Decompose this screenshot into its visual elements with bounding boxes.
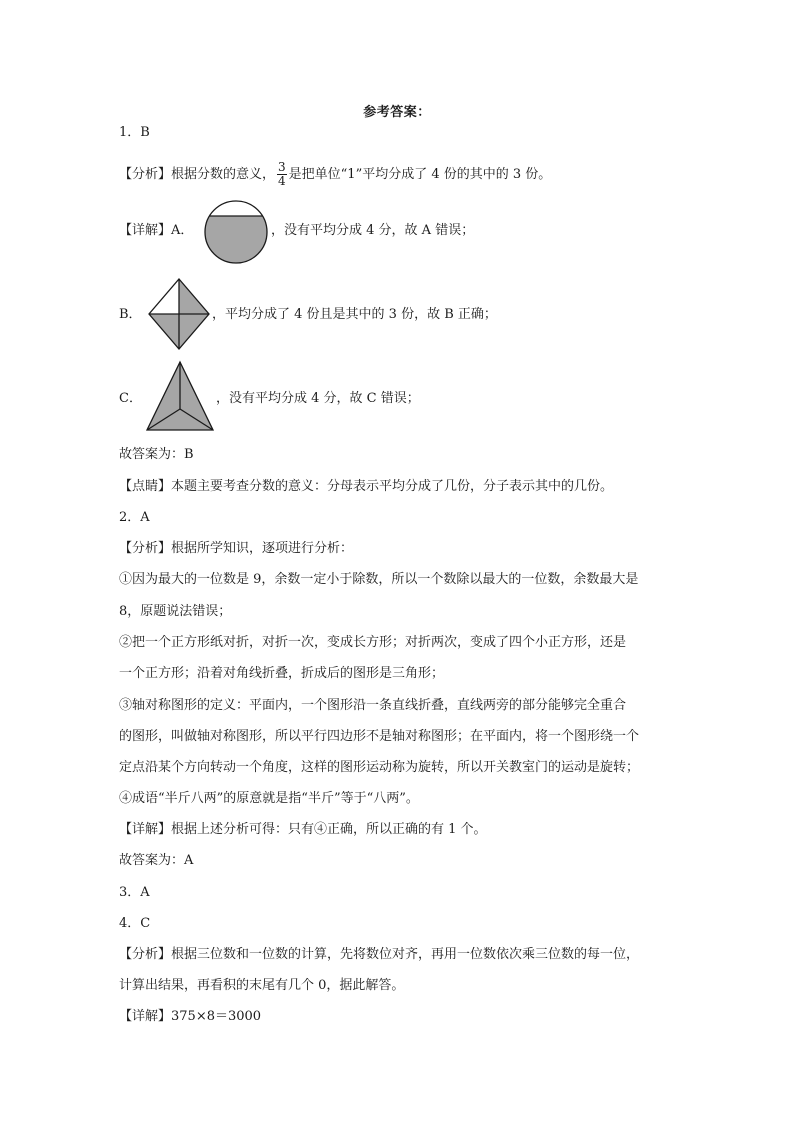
- q1-number: 1．B: [119, 125, 150, 140]
- q2-point-3-line-3: 定点沿某个方向转动一个角度，这样的图形运动称为旋转，所以开关教室门的运动是旋转；: [119, 760, 640, 775]
- q1-comment: 【点睛】本题主要考查分数的意义：分母表示平均分成了几份，分子表示其中的几份。: [119, 479, 614, 494]
- q4-detail: 【详解】375×8＝3000: [119, 1009, 262, 1024]
- q2-number: 2．A: [119, 510, 150, 525]
- q2-point-1-line-2: 8，原题说法错误；: [119, 604, 232, 619]
- fraction-denominator: 4: [278, 174, 286, 188]
- q1-b-text: ，平均分成了 4 份且是其中的 3 份，故 B 正确；: [212, 307, 497, 322]
- page-title: 参考答案：: [363, 105, 431, 120]
- q2-point-4: ④成语“半斤八两”的原意就是指“半斤”等于“八两”。: [119, 791, 419, 806]
- q3-number: 3．A: [119, 885, 150, 900]
- q1-answer: 故答案为：B: [119, 447, 194, 462]
- q2-point-1-line-1: ①因为最大的一位数是 9，余数一定小于除数，所以一个数除以最大的一位数，余数最大是: [119, 572, 639, 587]
- fraction-three-quarters: [277, 161, 287, 188]
- q2-detail: 【详解】根据上述分析可得：只有④正确，所以正确的有 1 个。: [119, 822, 487, 837]
- q1-detail-a-text: ，没有平均分成 4 分，故 A 错误；: [271, 223, 475, 238]
- fraction-numerator: 3: [278, 160, 286, 174]
- q1-analysis-lead: 【分析】根据分数的意义，: [119, 167, 276, 182]
- q2-point-2-line-1: ②把一个正方形纸对折，对折一次，变成长方形；对折两次，变成了四个小正方形，还是: [119, 635, 627, 650]
- q1-c-text: ，没有平均分成 4 分，故 C 错误；: [216, 391, 420, 406]
- circle-shaded-part: [203, 216, 269, 266]
- q2-analysis: 【分析】根据所学知识，逐项进行分析：: [119, 541, 354, 556]
- q1-analysis-tail: 是把单位“1”平均分成了 4 份的其中的 3 份。: [288, 167, 552, 182]
- q4-analysis-line-1: 【分析】根据三位数和一位数的计算，先将数位对齐，再用一位数依次乘三位数的每一位，: [119, 947, 640, 962]
- q4-number: 4．C: [119, 916, 151, 931]
- q1-b-label: B．: [119, 307, 142, 322]
- circle-figure: [203, 199, 269, 265]
- q2-answer: 故答案为：A: [119, 853, 194, 868]
- q2-point-3-line-1: ③轴对称图形的定义：平面内，一个图形沿一条直线折叠，直线两旁的部分能够完全重合: [119, 698, 627, 713]
- triangle-figure: [146, 361, 214, 431]
- q1-detail-a-label: 【详解】A．: [119, 223, 194, 238]
- q2-point-2-line-2: 一个正方形；沿着对角线折叠，折成后的图形是三角形；: [119, 666, 445, 681]
- q2-point-3-line-2: 的图形，叫做轴对称图形，所以平行四边形不是轴对称图形；在平面内，将一个图形绕一个: [119, 729, 640, 744]
- q1-analysis: [119, 161, 551, 188]
- diamond-figure: [148, 278, 210, 350]
- q1-c-label: C．: [119, 391, 142, 406]
- q4-analysis-line-2: 计算出结果，再看积的末尾有几个 0，据此解答。: [119, 978, 405, 993]
